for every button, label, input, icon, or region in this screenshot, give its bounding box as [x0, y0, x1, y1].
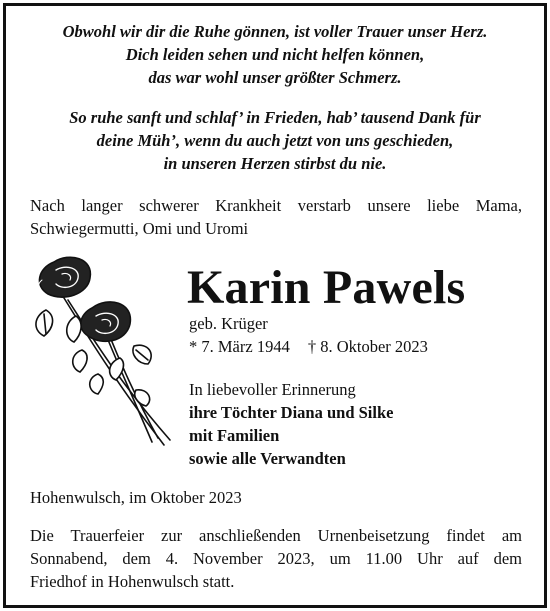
intro-text: Nach langer schwerer Krankheit verstarb unsere liebe Mama, Schwiegermutti, Omi und Uromi [30, 196, 522, 238]
ceremony-line: Die Trauerfeier zur anschließenden Urnenbeisetzung findet am [30, 526, 522, 545]
poem-line: in unseren Herzen stirbst du nie. [163, 154, 387, 173]
ceremony-line: Friedhof in Hohenwulsch statt. [30, 572, 235, 591]
life-dates [189, 336, 428, 358]
death-date: † 8. Oktober 2023 [307, 337, 428, 356]
mourner-line: sowie alle Verwandten [189, 449, 346, 468]
mourner-line: ihre Töchter Diana und Silke [189, 403, 394, 422]
poem-stanza-1 [6, 20, 544, 89]
deceased-name: Karin Pawels [187, 261, 466, 314]
ceremony-text [30, 524, 522, 593]
roses-illustration [24, 250, 174, 450]
poem-line: So ruhe sanft und schlaf’ in Frieden, hab’ tausend Dank für [69, 108, 481, 127]
mourners-block [189, 378, 393, 470]
mourner-line: mit Familien [189, 426, 280, 445]
poem-stanza-2 [6, 106, 544, 175]
poem-line: Dich leiden sehen und nicht helfen können, [125, 45, 425, 64]
mourners-intro: In liebevoller Erinnerung [189, 380, 356, 399]
poem-line: Obwohl wir dir die Ruhe gönnen, ist voller Trauer unser Herz. [62, 22, 488, 41]
birth-date: * 7. März 1944 [189, 337, 290, 356]
place-date: Hohenwulsch, im Oktober 2023 [30, 488, 242, 507]
obituary-notice [3, 3, 547, 608]
poem-line: deine Müh’, wenn du auch jetzt von uns geschieden, [96, 131, 454, 150]
maiden-name: geb. Krüger [189, 314, 268, 333]
ceremony-line: Sonnabend, dem 4. November 2023, um 11.00 Uhr auf dem [30, 549, 522, 568]
poem-line: das war wohl unser größter Schmerz. [148, 68, 402, 87]
